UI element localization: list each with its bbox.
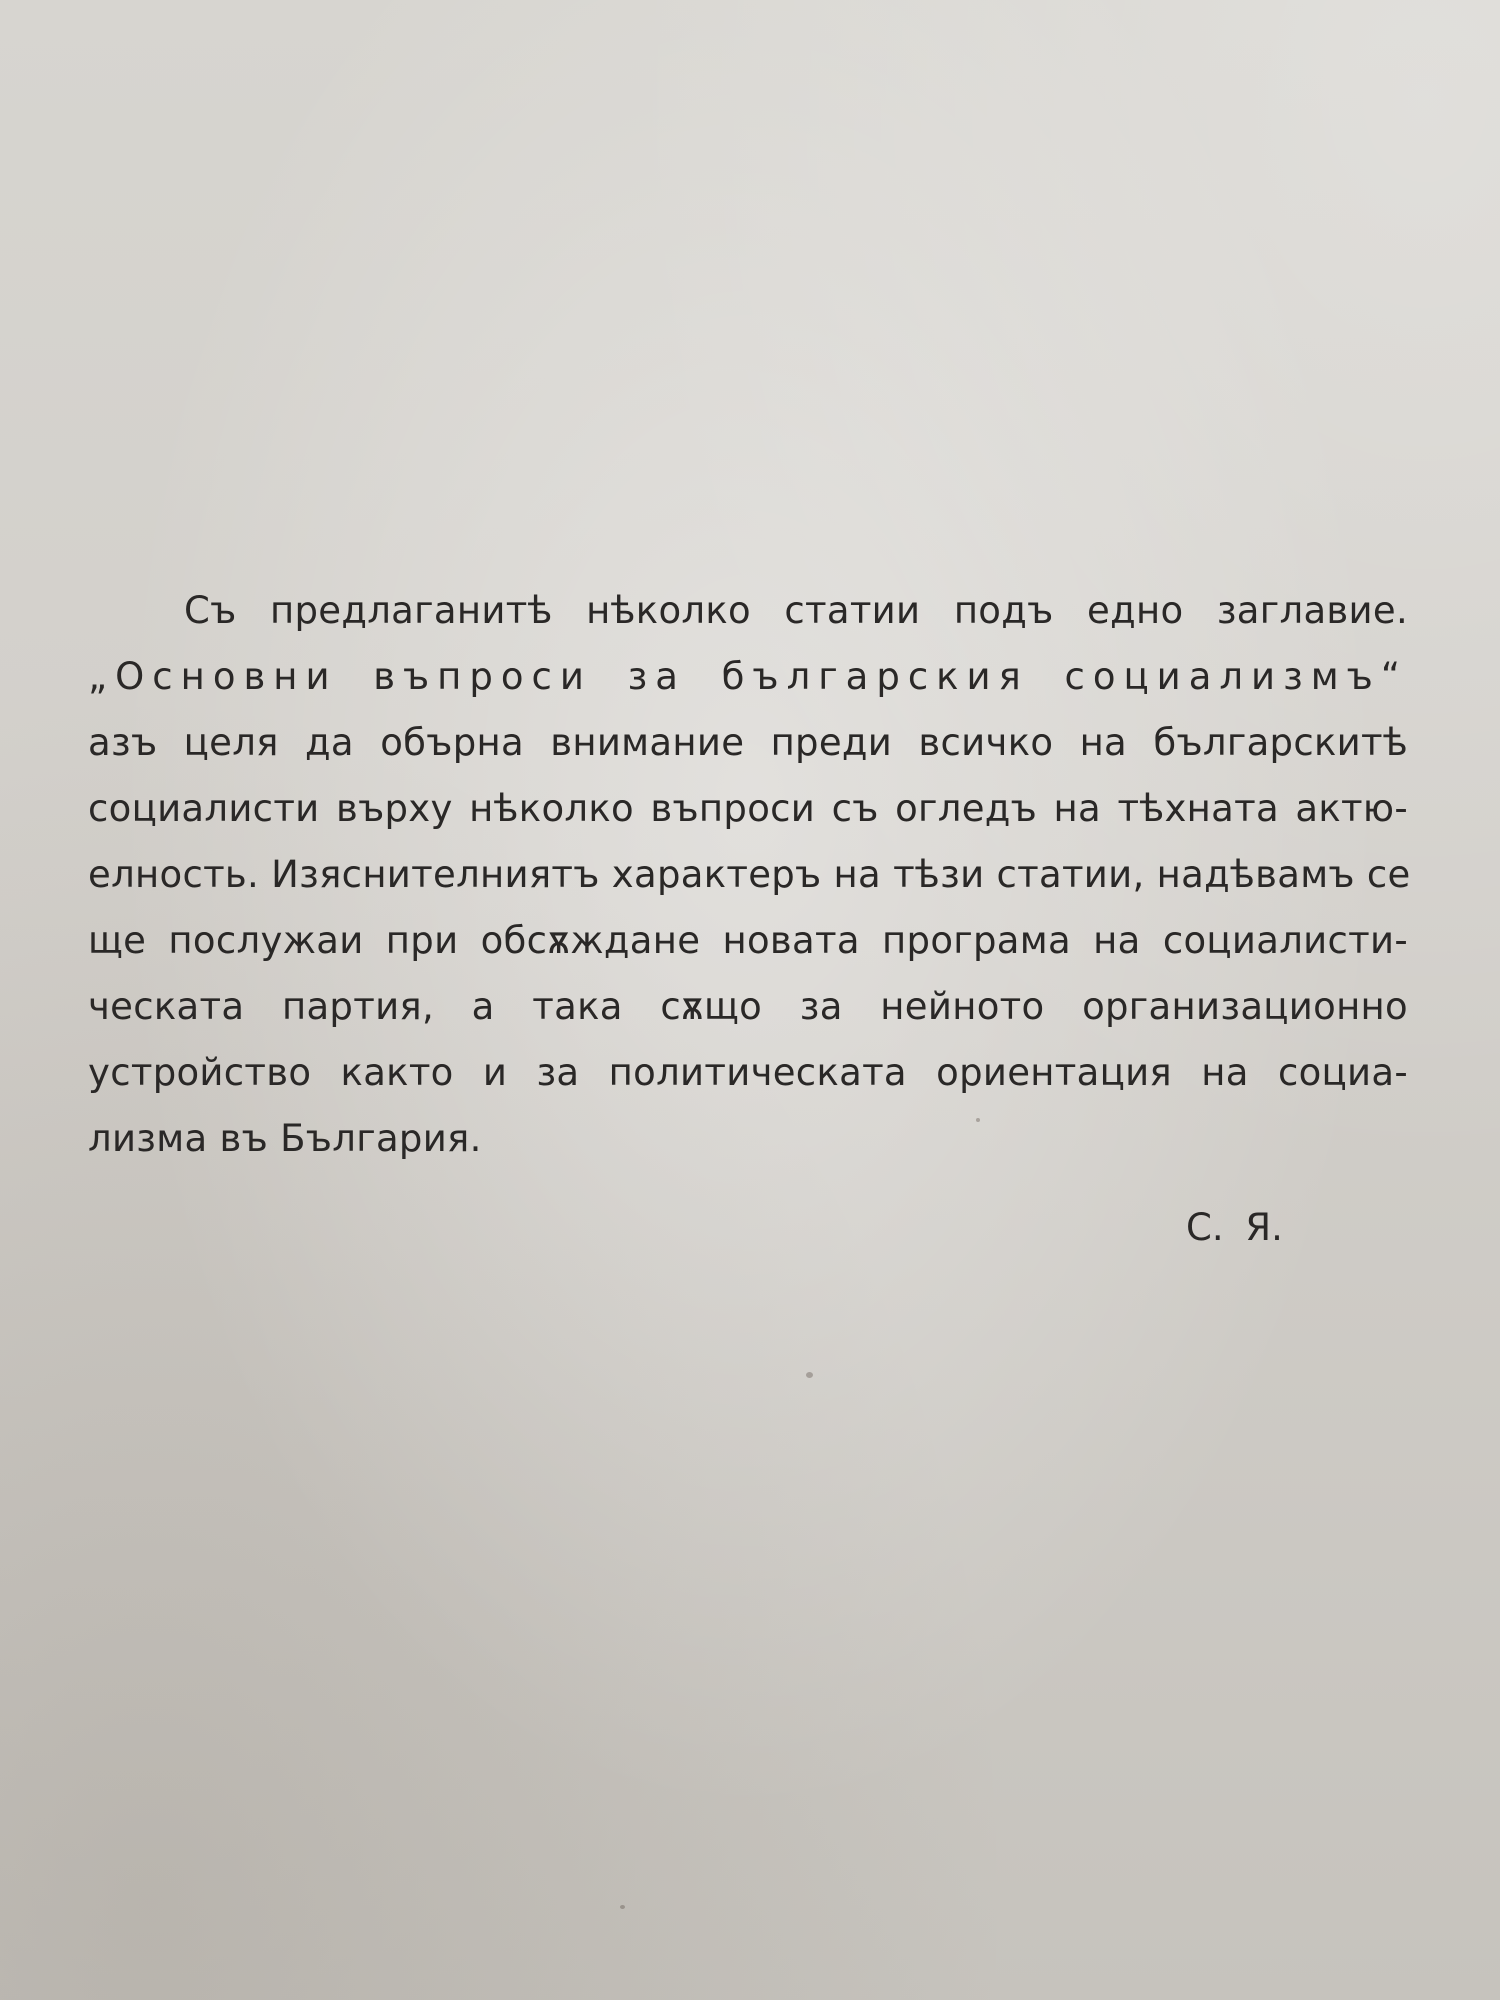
paper-speck [806,1372,813,1378]
paragraph-line: социалисти върху нѣколко въпроси съ огледъ на тѣхната актю- [88,787,1408,830]
paper-speck [620,1905,625,1909]
paragraph-line: ческата партия, а така сѫщо за нейното организационно [88,985,1408,1028]
paragraph-line: азъ целя да обърна внимание преди всичко на българскитѣ [88,721,1408,764]
paragraph-line: „Основни въпроси за българския социализмъ“ [88,655,1408,698]
paragraph-line: елность. Изяснителниятъ характеръ на тѣзи статии, надѣвамъ се [88,853,1411,896]
paragraph-line: ще послужаи при обсѫждане новата програма на социалисти- [88,919,1408,962]
paragraph-line: Съ предлаганитѣ нѣколко статии подъ едно заглавие. [184,589,1408,632]
paper-speck [976,1118,980,1122]
paragraph-line: лизма въ България. [88,1117,482,1160]
paragraph-line: устройство както и за политическата ориентация на социа- [88,1051,1408,1094]
preface-paragraph [88,578,1411,1172]
author-signature: С. Я. [1186,1206,1283,1249]
